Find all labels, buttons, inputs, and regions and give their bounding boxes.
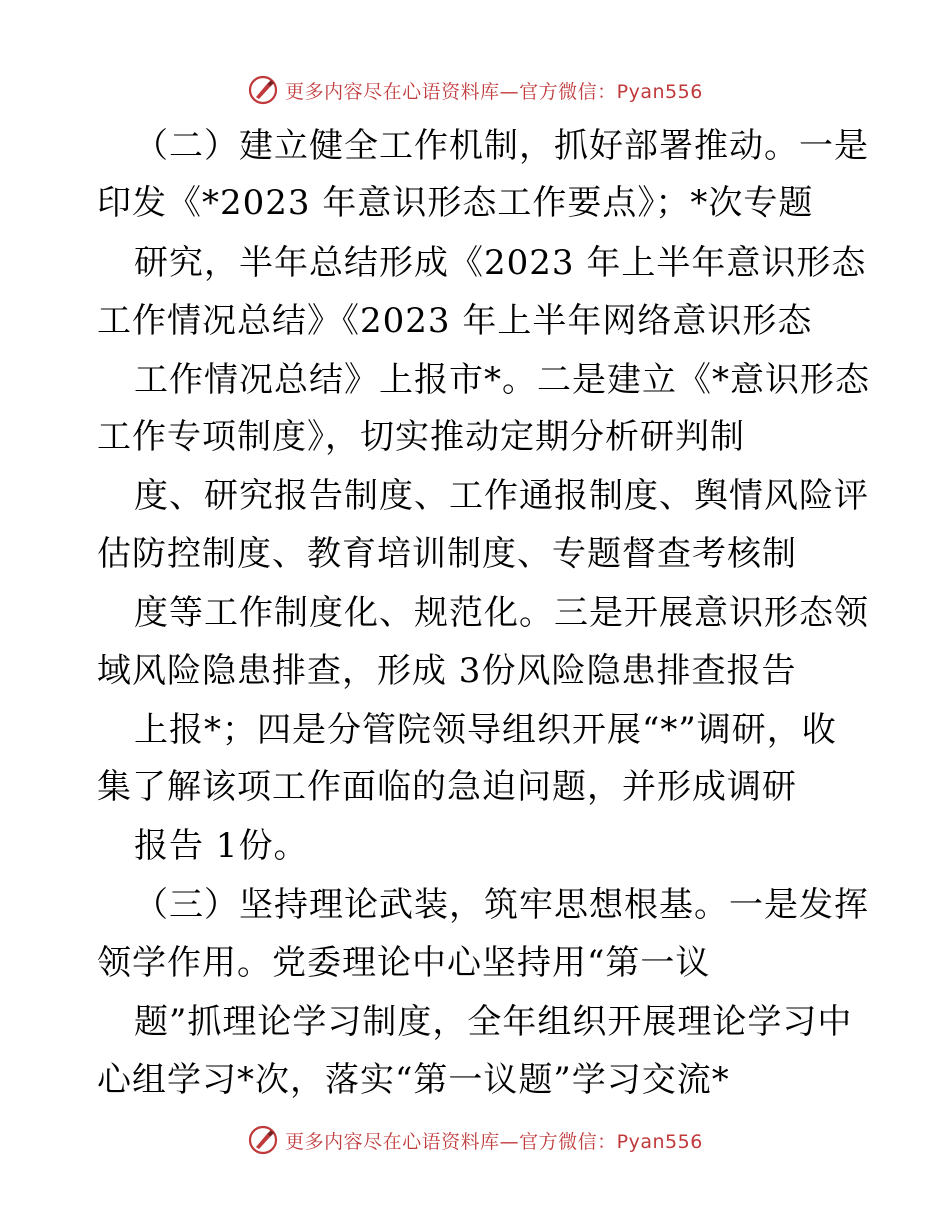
body-line: （三）坚持理论武装，筑牢思想根基。一是发挥 bbox=[134, 885, 869, 925]
header-watermark-banner bbox=[0, 70, 950, 110]
body-line: 度、研究报告制度、工作通报制度、舆情风险评 bbox=[134, 476, 869, 516]
body-line: 题”抓理论学习制度，全年组织开展理论学习中 bbox=[134, 1002, 853, 1042]
footer-watermark-banner bbox=[0, 1120, 950, 1160]
body-line: 工作情况总结》《2023 年上半年网络意识形态 bbox=[97, 301, 813, 341]
pen-logo-icon bbox=[247, 1124, 279, 1156]
body-line: 域风险隐患排查，形成 3份风险隐患排查报告 bbox=[97, 651, 797, 691]
body-line: 度等工作制度化、规范化。三是开展意识形态领 bbox=[134, 593, 869, 633]
body-line: 估防控制度、教育培训制度、专题督查考核制 bbox=[97, 534, 797, 574]
body-line: 报告 1份。 bbox=[134, 826, 309, 866]
body-line: （二）建立健全工作机制，抓好部署推动。一是 bbox=[134, 126, 869, 166]
body-line: 上报*；四是分管院领导组织开展“*”调研，收 bbox=[134, 710, 837, 750]
header-watermark-text: 更多内容尽在心语资料库—官方微信：Pyan556 bbox=[285, 80, 703, 103]
footer-watermark-text: 更多内容尽在心语资料库—官方微信：Pyan556 bbox=[285, 1130, 703, 1153]
pen-logo-icon bbox=[247, 74, 279, 106]
body-line: 研究，半年总结形成《2023 年上半年意识形态 bbox=[134, 243, 867, 283]
body-line: 印发《*2023 年意识形态工作要点》；*次专题 bbox=[97, 183, 814, 223]
body-line: 工作专项制度》，切实推动定期分析研判制 bbox=[97, 417, 745, 457]
body-line: 心组学习*次，落实“第一议题”学习交流* bbox=[97, 1060, 730, 1100]
body-line: 集了解该项工作面临的急迫问题，并形成调研 bbox=[97, 767, 797, 807]
body-line: 工作情况总结》上报市*。二是建立《*意识形态 bbox=[134, 360, 870, 400]
body-line: 领学作用。党委理论中心坚持用“第一议 bbox=[97, 943, 711, 983]
